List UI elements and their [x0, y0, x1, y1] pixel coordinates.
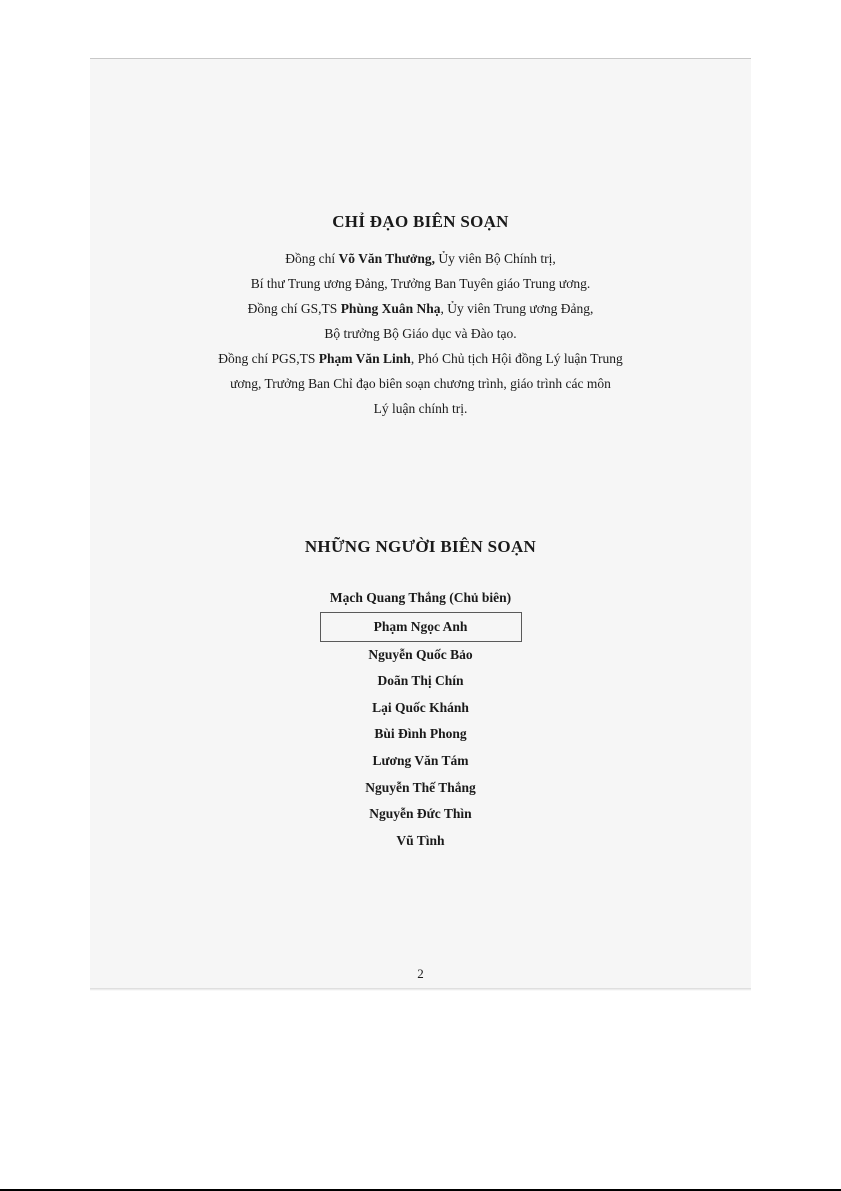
- directive-line-4: Bộ trưởng Bộ Giáo dục và Đào tạo.: [324, 326, 517, 341]
- line-prefix: Đồng chí GS,TS: [247, 301, 341, 316]
- directive-line-2: Bí thư Trung ương Đảng, Trưởng Ban Tuyên giáo Trung ương.: [250, 276, 591, 291]
- line-suffix: , Phó Chủ tịch Hội đồng Lý luận Trung: [410, 351, 623, 366]
- author-item: Nguyễn Thế Thắng: [365, 779, 476, 795]
- directive-line-1: [90, 246, 751, 271]
- scanned-page: [90, 58, 751, 991]
- author-item: Bùi Đình Phong: [374, 726, 467, 742]
- page-number: 2: [417, 966, 424, 981]
- line-prefix: Đồng chí: [285, 251, 339, 266]
- authors-heading: NHỮNG NGƯỜI BIÊN SOẠN: [304, 537, 537, 556]
- directive-heading: CHỈ ĐẠO BIÊN SOẠN: [332, 212, 509, 231]
- person-name: Phạm Văn Linh: [318, 351, 411, 366]
- line-suffix: Ủy viên Bộ Chính trị,: [435, 251, 556, 266]
- scan-edge-shadow: [90, 988, 751, 991]
- author-item: Lương Văn Tám: [372, 752, 469, 768]
- directive-line-3: [90, 296, 751, 321]
- author-item: Vũ Tình: [396, 832, 445, 848]
- person-name: Võ Văn Thưởng,: [338, 251, 435, 266]
- author-item: Nguyễn Đức Thìn: [369, 806, 472, 822]
- author-highlighted: Phạm Ngọc Anh: [320, 612, 522, 642]
- authors-section: [90, 537, 751, 854]
- line-prefix: Đồng chí PGS,TS: [218, 351, 319, 366]
- directive-line-6: ương, Trưởng Ban Chỉ đạo biên soạn chương trình, giáo trình các môn: [230, 376, 611, 391]
- author-item: Nguyễn Quốc Bảo: [368, 646, 473, 662]
- author-item: Doãn Thị Chín: [377, 673, 464, 689]
- directive-line-5: [90, 346, 751, 371]
- person-name: Phùng Xuân Nhạ: [340, 301, 441, 316]
- directive-section: [90, 212, 751, 421]
- line-suffix: , Ủy viên Trung ương Đảng,: [440, 301, 594, 316]
- directive-line-7: Lý luận chính trị.: [373, 401, 468, 416]
- author-item: Lại Quốc Khánh: [372, 699, 469, 715]
- highlighted-author-wrapper: [90, 612, 751, 642]
- author-editor: Mạch Quang Thắng (Chủ biên): [329, 590, 512, 605]
